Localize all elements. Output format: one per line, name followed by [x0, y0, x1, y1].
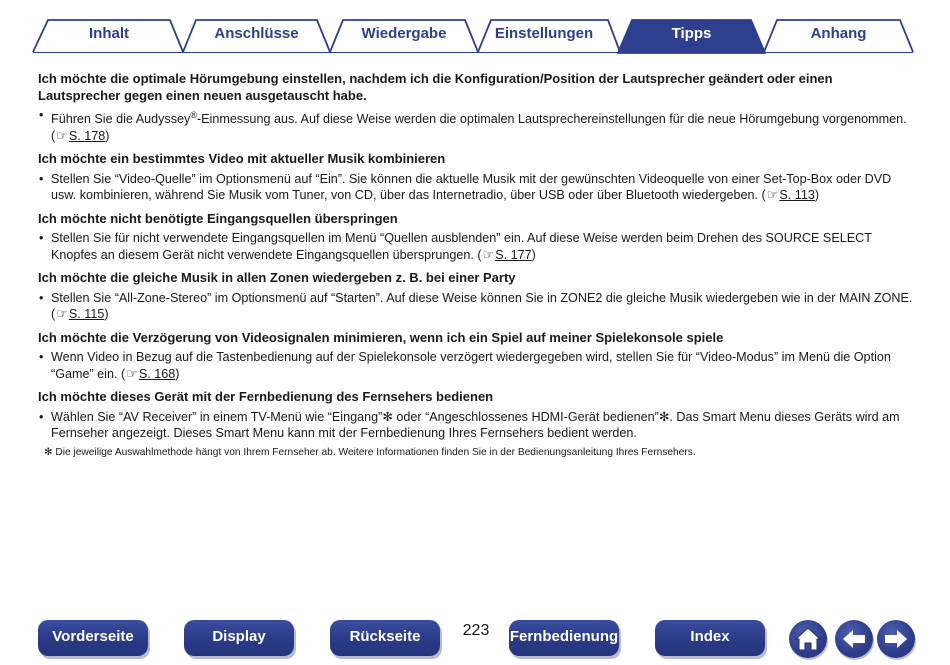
bullet: • — [39, 290, 44, 305]
page-link[interactable]: S. 177 — [495, 247, 532, 262]
section-heading: Ich möchte nicht benötigte Eingangsquellen überspringen — [38, 210, 398, 226]
bullet: • — [39, 350, 44, 365]
bullet: • — [39, 171, 44, 186]
page-reference: (☞S. 178) — [51, 127, 110, 143]
previous-page-button[interactable] — [835, 620, 873, 658]
tip-item — [38, 230, 918, 263]
tip-text: Stellen Sie “Video-Quelle” im Optionsmenü auf “Ein”. Sie können die aktuelle Musik mit der gewünschten Videoquelle von einer Set-Top-Box oder DVD usw. kombinieren, während Sie Musik vom Tuner, von CD, über das Internetradio, über USB oder über Bluetooth wiedergeben. — [51, 171, 892, 203]
tab-bar — [0, 0, 950, 56]
tip-item — [38, 107, 918, 144]
tab-inhalt[interactable]: Inhalt — [89, 25, 129, 42]
section-heading: Ich möchte die Verzögerung von Videosignalen minimieren, wenn ich ein Spiel auf meiner Spielekonsole spiele — [38, 329, 724, 345]
tip-text: Wählen Sie “AV Receiver” in einem TV-Menü wie “Eingang”✻ oder “Angeschlossenes HDMI-Gerät bedienen”✻. Das Smart Menu dieses Geräts wird am Fernseher angezeigt. Dieses Smart Menu kann mit der Fernbedienung Ihres Fernsehers bedient werden. — [51, 409, 900, 441]
arrow-left-icon — [835, 620, 873, 658]
tip-text: -Einmessung aus. Auf diese Weise werden die optimalen Lautsprechereinstellungen für die neue Hörumgebung vorgenommen. — [196, 112, 907, 127]
arrow-right-icon — [877, 620, 915, 658]
rear-panel-button[interactable]: Rückseite — [330, 620, 440, 656]
section-heading: Ich möchte dieses Gerät mit der Fernbedienung des Fernsehers bedienen — [38, 389, 494, 405]
registered-mark: ® — [190, 110, 197, 120]
pointing-hand-icon: ☞ — [126, 365, 138, 381]
footnote: ✻ Die jeweilige Auswahlmethode hängt von Ihrem Fernseher ab. Weitere Informationen finden Sie in der Bedienungsanleitung Ihres Fernsehers. — [44, 446, 696, 458]
pointing-hand-icon: ☞ — [56, 306, 68, 322]
remote-control-button[interactable]: Fernbedienung — [509, 620, 619, 656]
page-reference: (☞S. 115) — [51, 306, 109, 322]
pointing-hand-icon: ☞ — [482, 246, 495, 262]
index-button[interactable]: Index — [655, 620, 765, 656]
page-number: 223 — [462, 622, 490, 639]
tab-anschluesse[interactable]: Anschlüsse — [214, 25, 299, 42]
tip-item — [38, 171, 918, 204]
tab-anhang[interactable]: Anhang — [810, 25, 867, 42]
page-link[interactable]: S. 168 — [138, 366, 176, 381]
home-icon — [789, 620, 827, 658]
tip-text: Führen Sie die Audyssey — [51, 112, 191, 127]
bullet: • — [39, 231, 44, 246]
page-link[interactable]: S. 115 — [68, 307, 105, 322]
tip-item — [38, 290, 918, 323]
section-heading: Ich möchte die gleiche Musik in allen Zonen wiedergeben z. B. bei einer Party — [38, 270, 516, 286]
tab-einstellungen[interactable]: Einstellungen — [494, 25, 594, 42]
tip-text: Wenn Video in Bezug auf die Tastenbedienung auf der Spielekonsole verzögert wiedergegeben wird, stellen Sie für “Video-Modus” im Menü die Option “Game” ein. — [51, 350, 891, 381]
page-reference: (☞S. 113) — [761, 187, 820, 203]
tab-tipps[interactable]: Tipps — [671, 25, 712, 42]
section-heading: Ich möchte die optimale Hörumgebung einstellen, nachdem ich die Konfiguration/Position der Lautsprecher geändert oder einen Lautsprecher gegen einen neuen ausgetauscht habe. — [38, 71, 833, 103]
bullet: • — [39, 108, 44, 122]
next-page-button[interactable] — [877, 620, 915, 658]
tab-wiedergabe[interactable]: Wiedergabe — [361, 25, 447, 42]
page-link[interactable]: S. 178 — [68, 128, 106, 143]
page-link[interactable]: S. 113 — [779, 188, 815, 203]
tip-item — [38, 409, 918, 442]
tip-item — [38, 349, 918, 382]
bullet: • — [39, 409, 44, 424]
section-heading: Ich möchte ein bestimmtes Video mit aktueller Musik kombinieren — [38, 151, 446, 167]
page-reference: (☞S. 168) — [121, 365, 180, 381]
tips-content — [38, 71, 918, 460]
display-button[interactable]: Display — [184, 620, 294, 656]
tip-text: Stellen Sie für nicht verwendete Eingangsquellen im Menü “Quellen ausblenden” ein. Auf diese Weise werden beim Drehen des SOURCE SELECT Knopfes an diesem Gerät nicht verwendete Eingangsquellen übersprungen. — [51, 231, 872, 262]
front-panel-button[interactable]: Vorderseite — [38, 620, 148, 656]
tip-text: Stellen Sie “All-Zone-Stereo” im Optionsmenü auf “Starten”. Auf diese Weise können Sie in ZONE2 die gleiche Musik wiedergeben wie in der MAIN ZONE. — [51, 290, 913, 305]
home-button[interactable] — [789, 620, 827, 658]
pointing-hand-icon: ☞ — [766, 187, 779, 203]
pointing-hand-icon: ☞ — [56, 127, 68, 143]
page-reference: (☞S. 177) — [477, 246, 536, 262]
